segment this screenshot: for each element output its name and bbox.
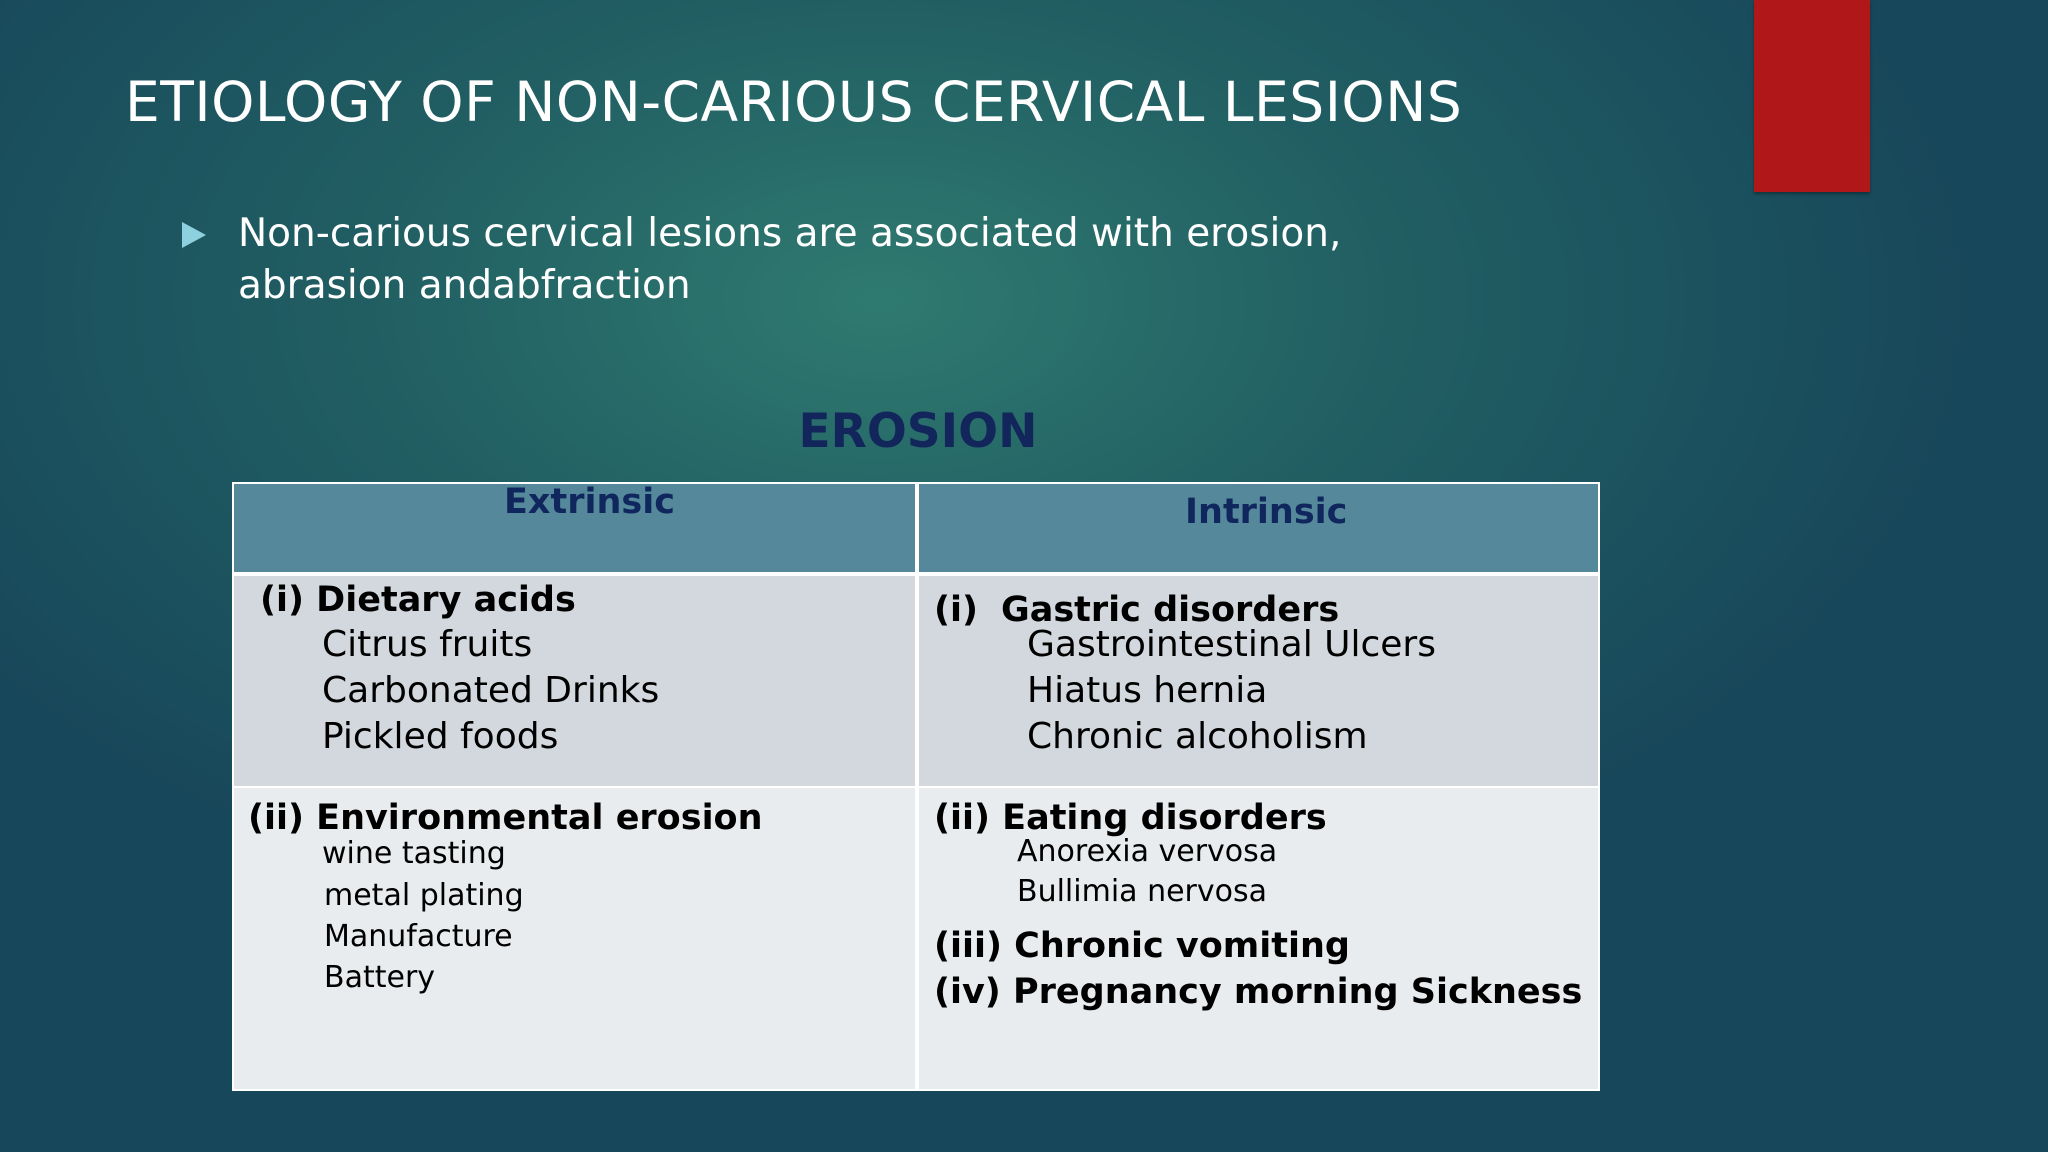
- column-header-extrinsic: Extrinsic: [504, 482, 675, 522]
- list-item: Gastrointestinal Ulcers: [1027, 624, 1436, 665]
- column-header-intrinsic: Intrinsic: [1185, 492, 1348, 532]
- list-item: metal plating: [324, 878, 524, 913]
- cell-environmental-erosion: [234, 788, 915, 1089]
- dietary-acids-heading: (i) Dietary acids: [260, 580, 576, 620]
- eating-disorders-heading: (ii) Eating disorders: [934, 798, 1327, 838]
- list-item: Chronic alcoholism: [1027, 716, 1368, 757]
- red-accent-bar: [1754, 0, 1870, 192]
- header-cell-intrinsic: [919, 484, 1598, 572]
- chronic-vomiting-item: (iii) Chronic vomiting: [934, 926, 1350, 966]
- list-item: Carbonated Drinks: [322, 670, 660, 711]
- list-item: Hiatus hernia: [1027, 670, 1268, 711]
- gastric-disorders-heading: Gastric disorders: [1001, 590, 1340, 630]
- triangle-bullet-icon: [182, 222, 206, 248]
- table-heading: EROSION: [798, 404, 1038, 459]
- list-item: Bullimia nervosa: [1017, 874, 1268, 909]
- bullet-text: Non-carious cervical lesions are associated with erosion, abrasion andabfraction: [238, 211, 1342, 308]
- pregnancy-sickness-item: (iv) Pregnancy morning Sickness: [934, 972, 1583, 1012]
- gastric-number: (i): [934, 590, 978, 630]
- header-cell-extrinsic: [234, 484, 915, 572]
- list-item: Citrus fruits: [322, 624, 533, 665]
- erosion-table: [232, 482, 1600, 1091]
- list-item: Anorexia vervosa: [1017, 834, 1278, 869]
- cell-gastric-disorders: [919, 576, 1598, 786]
- list-item: Battery: [324, 960, 436, 995]
- list-item: Pickled foods: [322, 716, 559, 757]
- slide-title: ETIOLOGY OF NON-CARIOUS CERVICAL LESIONS: [125, 70, 1463, 134]
- cell-dietary-acids: [234, 576, 915, 786]
- column-divider: [915, 484, 919, 1089]
- list-item: Manufacture: [324, 919, 513, 954]
- environmental-erosion-heading: (ii) Environmental erosion: [248, 798, 763, 838]
- list-item: wine tasting: [322, 836, 506, 871]
- cell-eating-disorders: [919, 788, 1598, 1089]
